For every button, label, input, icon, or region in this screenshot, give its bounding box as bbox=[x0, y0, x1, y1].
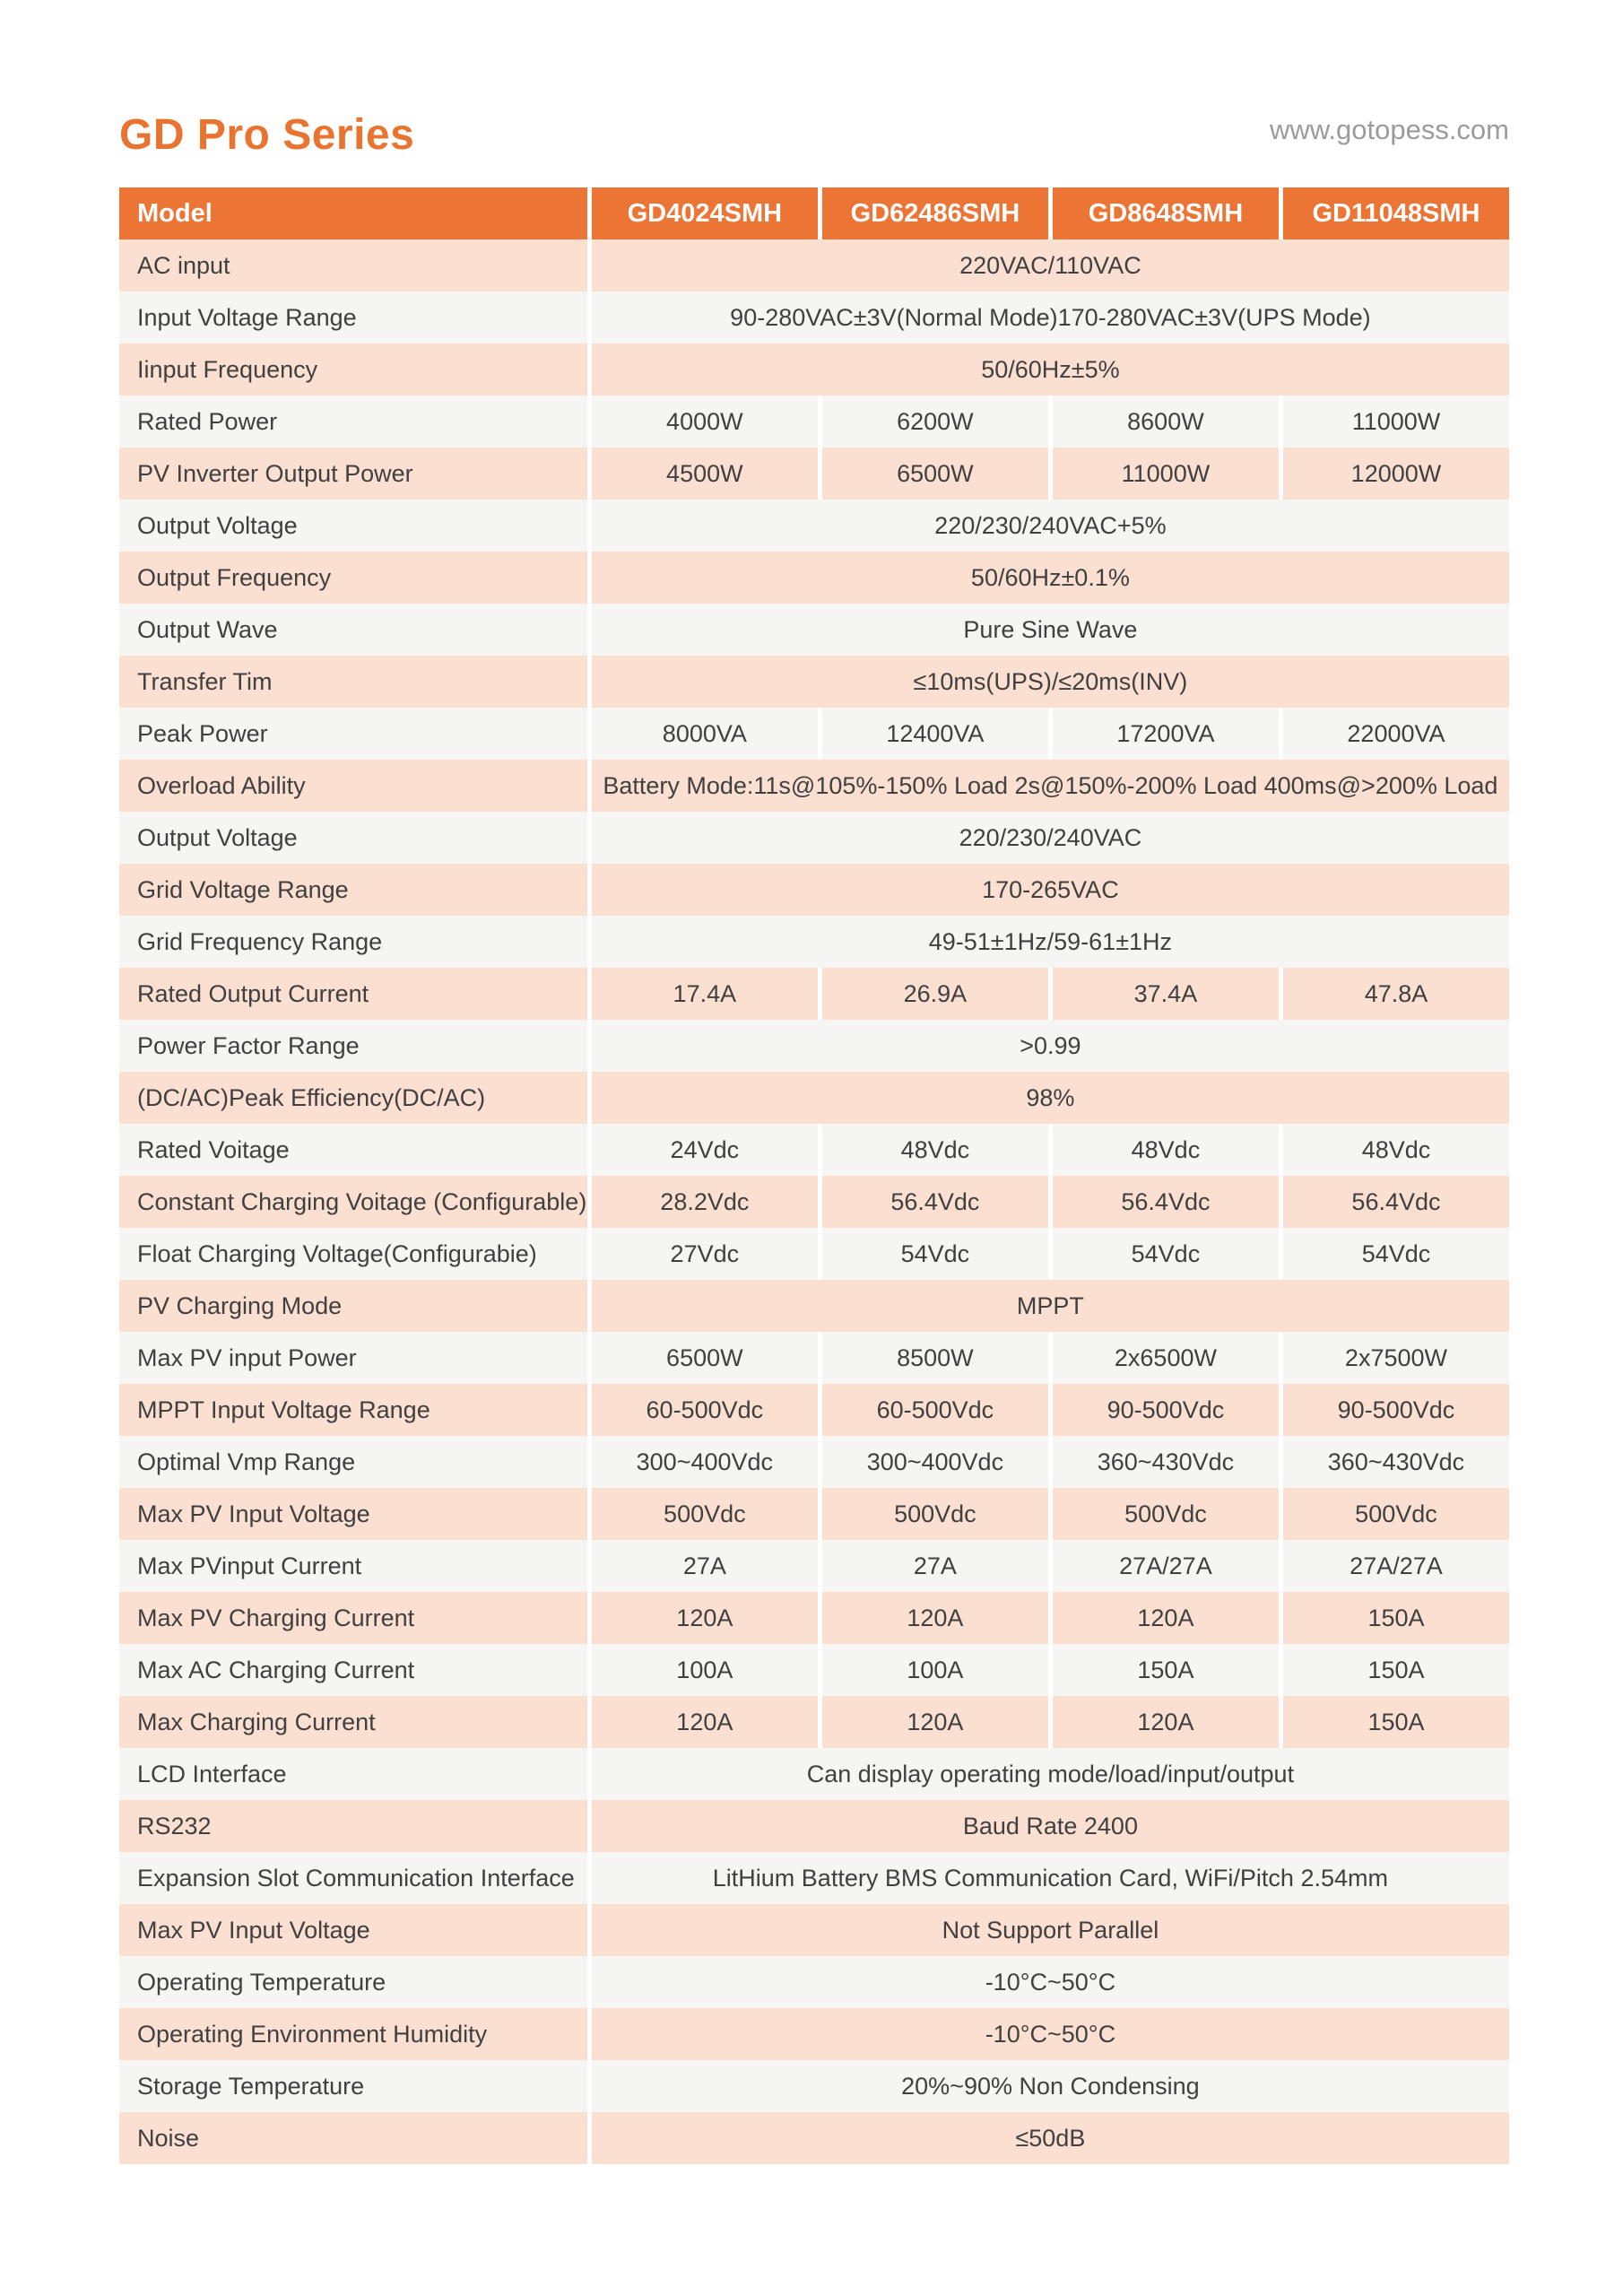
spec-row bbox=[119, 2112, 1509, 2164]
spec-row-value: 6500W bbox=[822, 448, 1048, 500]
spec-row bbox=[119, 812, 1509, 864]
spec-row-value-span: 220/230/240VAC bbox=[592, 812, 1509, 864]
spec-row-value: 27A bbox=[592, 1540, 818, 1592]
spec-row-value-span: 220/230/240VAC+5% bbox=[592, 500, 1509, 552]
spec-table bbox=[119, 187, 1509, 2164]
spec-row-value-span: ≤50dB bbox=[592, 2112, 1509, 2164]
spec-row bbox=[119, 1176, 1509, 1228]
spec-row bbox=[119, 1332, 1509, 1384]
table-header-row bbox=[119, 187, 1509, 239]
spec-row-value: 27A/27A bbox=[1053, 1540, 1279, 1592]
spec-row-label: Operating Temperature bbox=[119, 1956, 587, 2008]
spec-row bbox=[119, 1488, 1509, 1540]
spec-row-value: 500Vdc bbox=[1283, 1488, 1509, 1540]
spec-row-value: 17200VA bbox=[1053, 708, 1279, 760]
spec-row-value-span: Can display operating mode/load/input/output bbox=[592, 1748, 1509, 1800]
spec-row-label: Max AC Charging Current bbox=[119, 1644, 587, 1696]
spec-row-value: 56.4Vdc bbox=[822, 1176, 1048, 1228]
spec-row-value: 11000W bbox=[1283, 396, 1509, 448]
model-name-cell-2: GD62486SMH bbox=[822, 187, 1048, 239]
title-row bbox=[119, 109, 1509, 169]
spec-row-label: Constant Charging Voitage (Configurable) bbox=[119, 1176, 587, 1228]
spec-row-value: 150A bbox=[1283, 1592, 1509, 1644]
spec-row-label: PV Inverter Output Power bbox=[119, 448, 587, 500]
spec-row-label: Input Voltage Range bbox=[119, 291, 587, 344]
spec-row-label: Output Voltage bbox=[119, 812, 587, 864]
spec-row-label: Output Frequency bbox=[119, 552, 587, 604]
spec-row-value: 8600W bbox=[1053, 396, 1279, 448]
spec-row bbox=[119, 1124, 1509, 1176]
spec-row-value-span: 220VAC/110VAC bbox=[592, 239, 1509, 291]
spec-row-value: 150A bbox=[1053, 1644, 1279, 1696]
spec-row-value-span: 50/60Hz±5% bbox=[592, 344, 1509, 396]
spec-row-label: MPPT Input Voltage Range bbox=[119, 1384, 587, 1436]
spec-row-value: 2x7500W bbox=[1283, 1332, 1509, 1384]
spec-row-value: 2x6500W bbox=[1053, 1332, 1279, 1384]
spec-row-value: 26.9A bbox=[822, 968, 1048, 1020]
spec-row-label: Max PV Charging Current bbox=[119, 1592, 587, 1644]
website-url: www.gotopess.com bbox=[1269, 114, 1509, 145]
spec-row-value: 12000W bbox=[1283, 448, 1509, 500]
spec-row-value: 37.4A bbox=[1053, 968, 1279, 1020]
spec-row-label: Float Charging Voltage(Configurabie) bbox=[119, 1228, 587, 1280]
spec-row-label: Max PV input Power bbox=[119, 1332, 587, 1384]
spec-row bbox=[119, 239, 1509, 291]
spec-row-value: 6200W bbox=[822, 396, 1048, 448]
spec-row-label: Output Voltage bbox=[119, 500, 587, 552]
spec-row-label: Grid Frequency Range bbox=[119, 916, 587, 968]
spec-row-label: Operating Environment Humidity bbox=[119, 2008, 587, 2060]
spec-row-value: 8000VA bbox=[592, 708, 818, 760]
spec-row-value: 17.4A bbox=[592, 968, 818, 1020]
spec-row bbox=[119, 1436, 1509, 1488]
model-name-cell-4: GD11048SMH bbox=[1283, 187, 1509, 239]
spec-row-value: 120A bbox=[592, 1696, 818, 1748]
spec-row-label: LCD Interface bbox=[119, 1748, 587, 1800]
spec-row-value: 60-500Vdc bbox=[822, 1384, 1048, 1436]
spec-row-value: 120A bbox=[1053, 1696, 1279, 1748]
spec-row-label: Max PVinput Current bbox=[119, 1540, 587, 1592]
spec-row bbox=[119, 656, 1509, 708]
spec-row-value: 56.4Vdc bbox=[1053, 1176, 1279, 1228]
spec-row-label: RS232 bbox=[119, 1800, 587, 1852]
spec-row bbox=[119, 1280, 1509, 1332]
spec-row bbox=[119, 1384, 1509, 1436]
spec-row-label: Rated Voitage bbox=[119, 1124, 587, 1176]
spec-row bbox=[119, 344, 1509, 396]
spec-row-value: 360~430Vdc bbox=[1053, 1436, 1279, 1488]
spec-row-value: 300~400Vdc bbox=[822, 1436, 1048, 1488]
spec-row bbox=[119, 708, 1509, 760]
page-content bbox=[119, 0, 1509, 2164]
model-name-cell-1: GD4024SMH bbox=[592, 187, 818, 239]
spec-row-value: 27A bbox=[822, 1540, 1048, 1592]
spec-row bbox=[119, 2060, 1509, 2112]
spec-row bbox=[119, 552, 1509, 604]
spec-row-label: Expansion Slot Communication Interface bbox=[119, 1852, 587, 1904]
spec-row bbox=[119, 1800, 1509, 1852]
spec-row-label: Overload Ability bbox=[119, 760, 587, 812]
spec-row-label: (DC/AC)Peak Efficiency(DC/AC) bbox=[119, 1072, 587, 1124]
spec-row-value: 27A/27A bbox=[1283, 1540, 1509, 1592]
spec-row-value-span: -10°C~50°C bbox=[592, 1956, 1509, 2008]
spec-row-label: PV Charging Mode bbox=[119, 1280, 587, 1332]
spec-row bbox=[119, 1696, 1509, 1748]
spec-row-value-span: -10°C~50°C bbox=[592, 2008, 1509, 2060]
spec-row-value: 48Vdc bbox=[822, 1124, 1048, 1176]
model-name-cell-3: GD8648SMH bbox=[1053, 187, 1279, 239]
spec-row-value-span: LitHium Battery BMS Communication Card, WiFi/Pitch 2.54mm bbox=[592, 1852, 1509, 1904]
spec-row-value: 120A bbox=[822, 1592, 1048, 1644]
spec-row-value: 120A bbox=[1053, 1592, 1279, 1644]
spec-row-value-span: ≤10ms(UPS)/≤20ms(INV) bbox=[592, 656, 1509, 708]
spec-row-label: Rated Output Current bbox=[119, 968, 587, 1020]
spec-row bbox=[119, 760, 1509, 812]
spec-row-label: Max PV Input Voltage bbox=[119, 1904, 587, 1956]
spec-row-label: Optimal Vmp Range bbox=[119, 1436, 587, 1488]
spec-row-label: AC input bbox=[119, 239, 587, 291]
spec-row-value: 4000W bbox=[592, 396, 818, 448]
spec-row-label: Iinput Frequency bbox=[119, 344, 587, 396]
spec-row bbox=[119, 1904, 1509, 1956]
spec-row-label: Max PV Input Voltage bbox=[119, 1488, 587, 1540]
spec-row-value: 6500W bbox=[592, 1332, 818, 1384]
spec-row-value: 54Vdc bbox=[1283, 1228, 1509, 1280]
spec-row-value-span: 98% bbox=[592, 1072, 1509, 1124]
spec-row-value: 54Vdc bbox=[1053, 1228, 1279, 1280]
spec-row bbox=[119, 396, 1509, 448]
spec-row-value: 24Vdc bbox=[592, 1124, 818, 1176]
spec-row-label: Output Wave bbox=[119, 604, 587, 656]
spec-row bbox=[119, 1956, 1509, 2008]
spec-row-label: Rated Power bbox=[119, 396, 587, 448]
spec-row-value: 56.4Vdc bbox=[1283, 1176, 1509, 1228]
spec-row-value-span: 20%~90% Non Condensing bbox=[592, 2060, 1509, 2112]
spec-row bbox=[119, 1020, 1509, 1072]
spec-row bbox=[119, 968, 1509, 1020]
spec-row-value-span: 50/60Hz±0.1% bbox=[592, 552, 1509, 604]
spec-row-value: 120A bbox=[592, 1592, 818, 1644]
spec-row-label: Max Charging Current bbox=[119, 1696, 587, 1748]
spec-row-value: 300~400Vdc bbox=[592, 1436, 818, 1488]
model-header-cell: Model bbox=[119, 187, 587, 239]
spec-row-value-span: Battery Mode:11s@105%-150% Load 2s@150%-200% Load 400ms@>200% Load bbox=[592, 760, 1509, 812]
spec-row-value-span: 170-265VAC bbox=[592, 864, 1509, 916]
spec-row bbox=[119, 604, 1509, 656]
spec-row-value: 4500W bbox=[592, 448, 818, 500]
spec-row bbox=[119, 916, 1509, 968]
spec-row-value: 11000W bbox=[1053, 448, 1279, 500]
spec-row-value: 47.8A bbox=[1283, 968, 1509, 1020]
spec-row bbox=[119, 1644, 1509, 1696]
spec-row-value-span: MPPT bbox=[592, 1280, 1509, 1332]
spec-row-value: 60-500Vdc bbox=[592, 1384, 818, 1436]
spec-table-body bbox=[119, 239, 1509, 2164]
spec-row bbox=[119, 291, 1509, 344]
spec-row-value: 8500W bbox=[822, 1332, 1048, 1384]
spec-row-label: Transfer Tim bbox=[119, 656, 587, 708]
spec-row-value: 100A bbox=[592, 1644, 818, 1696]
spec-row bbox=[119, 1072, 1509, 1124]
spec-row-value: 28.2Vdc bbox=[592, 1176, 818, 1228]
spec-row-value: 54Vdc bbox=[822, 1228, 1048, 1280]
spec-row-value-span: 90-280VAC±3V(Normal Mode)170-280VAC±3V(UPS Mode) bbox=[592, 291, 1509, 344]
spec-row bbox=[119, 2008, 1509, 2060]
page-title: GD Pro Series bbox=[119, 111, 415, 159]
spec-row bbox=[119, 1592, 1509, 1644]
spec-row bbox=[119, 1852, 1509, 1904]
spec-row bbox=[119, 1228, 1509, 1280]
spec-row-label: Grid Voltage Range bbox=[119, 864, 587, 916]
spec-row-value-span: Not Support Parallel bbox=[592, 1904, 1509, 1956]
spec-row bbox=[119, 500, 1509, 552]
spec-row-value: 120A bbox=[822, 1696, 1048, 1748]
spec-row-value: 22000VA bbox=[1283, 708, 1509, 760]
spec-row-value: 150A bbox=[1283, 1696, 1509, 1748]
spec-row-label: Storage Temperature bbox=[119, 2060, 587, 2112]
spec-row-label: Noise bbox=[119, 2112, 587, 2164]
spec-row-value: 90-500Vdc bbox=[1283, 1384, 1509, 1436]
spec-row-value-span: >0.99 bbox=[592, 1020, 1509, 1072]
spec-row-value: 500Vdc bbox=[822, 1488, 1048, 1540]
spec-row-label: Power Factor Range bbox=[119, 1020, 587, 1072]
spec-row-value-span: 49-51±1Hz/59-61±1Hz bbox=[592, 916, 1509, 968]
spec-row-label: Peak Power bbox=[119, 708, 587, 760]
spec-row-value-span: Baud Rate 2400 bbox=[592, 1800, 1509, 1852]
spec-row-value: 360~430Vdc bbox=[1283, 1436, 1509, 1488]
spec-row-value: 90-500Vdc bbox=[1053, 1384, 1279, 1436]
spec-row bbox=[119, 1748, 1509, 1800]
spec-row bbox=[119, 1540, 1509, 1592]
spec-row-value: 12400VA bbox=[822, 708, 1048, 760]
spec-row bbox=[119, 864, 1509, 916]
spec-row-value-span: Pure Sine Wave bbox=[592, 604, 1509, 656]
spec-row-value: 500Vdc bbox=[1053, 1488, 1279, 1540]
spec-row-value: 27Vdc bbox=[592, 1228, 818, 1280]
spec-row-value: 150A bbox=[1283, 1644, 1509, 1696]
spec-row-value: 48Vdc bbox=[1283, 1124, 1509, 1176]
spec-row-value: 100A bbox=[822, 1644, 1048, 1696]
spec-row bbox=[119, 448, 1509, 500]
spec-row-value: 500Vdc bbox=[592, 1488, 818, 1540]
spec-row-value: 48Vdc bbox=[1053, 1124, 1279, 1176]
